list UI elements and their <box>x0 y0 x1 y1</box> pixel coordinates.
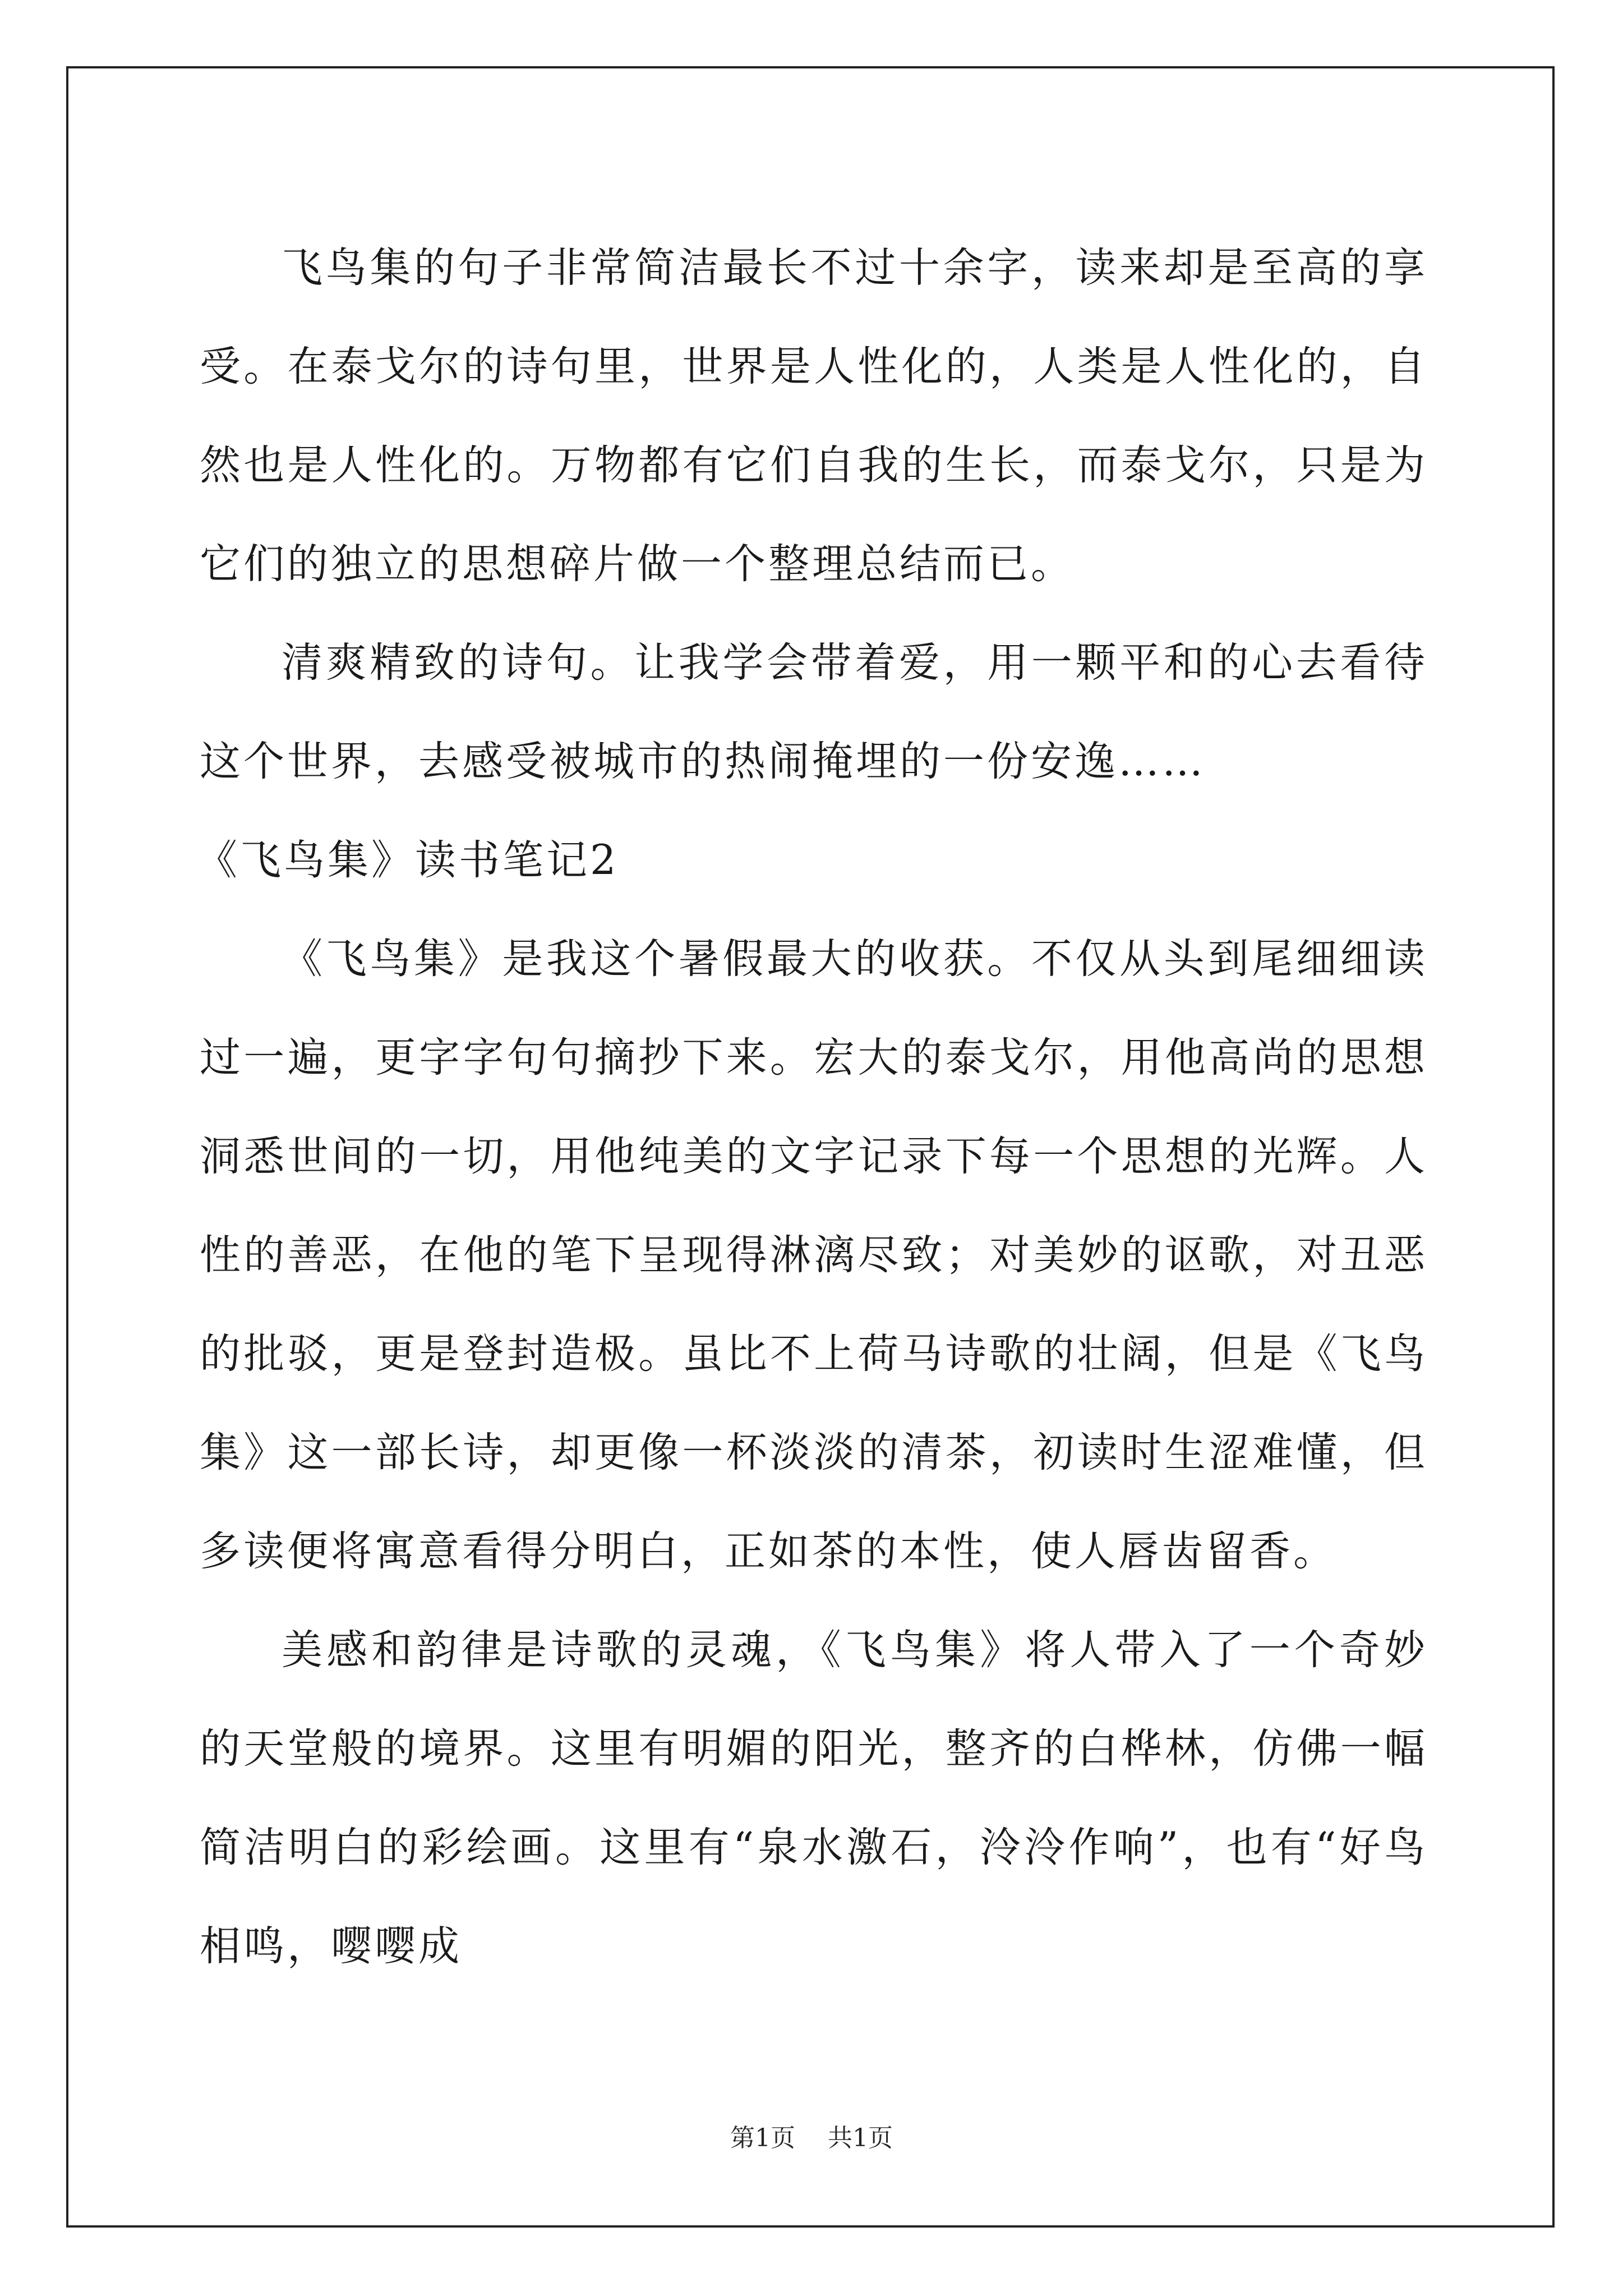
page-number: 第1页 <box>730 2124 795 2152</box>
section-heading: 《飞鸟集》读书笔记2 <box>196 836 619 884</box>
paragraph-3: 《飞鸟集》是我这个暑假最大的收获。不仅从头到尾细细读过一遍，更字字句句摘抄下来。宏大的泰戈尔，用他高尚的思想洞悉世间的一切，用他纯美的文字记录下每一个思想的光辉。人性的善恶，在他的笔下呈现得淋漓尽致；对美妙的讴歌，对丑恶的批驳，更是登封造极。虽比不上荷马诗歌的壮阔，但是《飞鸟集》这一部长诗，却更像一杯淡淡的清茶，初读时生涩难懂，但多读便将寓意看得分明白，正如茶的本性，使人唇齿留香。 <box>200 935 1428 1575</box>
page-total: 共1页 <box>828 2124 893 2152</box>
paragraph-2: 清爽精致的诗句。让我学会带着爱，用一颗平和的心去看待这个世界，去感受被城市的热闹掩埋的一份安逸…… <box>200 639 1428 785</box>
document-body <box>196 219 1428 1996</box>
page-footer <box>0 2122 1623 2155</box>
paragraph-4: 美感和韵律是诗歌的灵魂，《飞鸟集》将人带入了一个奇妙的天堂般的境界。这里有明媚的阳光，整齐的白桦林，仿佛一幅简洁明白的彩绘画。这里有“泉水激石，泠泠作响”，也有“好鸟相鸣，嘤嘤成 <box>200 1626 1428 1970</box>
paragraph-1: 飞鸟集的句子非常简洁最长不过十余字，读来却是至高的享受。在泰戈尔的诗句里，世界是人性化的，人类是人性化的，自然也是人性化的。万物都有它们自我的生长，而泰戈尔，只是为它们的独立的思想碎片做一个整理总结而已。 <box>200 244 1428 588</box>
